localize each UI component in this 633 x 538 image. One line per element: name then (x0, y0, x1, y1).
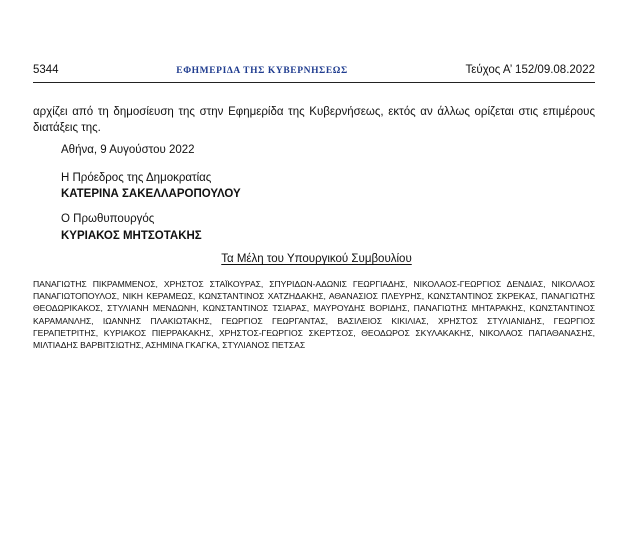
body-paragraph: αρχίζει από τη δημοσίευση της στην Εφημερίδα της Κυβερνήσεως, εκτός αν άλλως ορίζεται στις επιμέρους διατάξεις της. (33, 106, 595, 134)
prime-minister-title: Ο Πρωθυπουργός (61, 213, 155, 225)
prime-minister-name: ΚΥΡΙΑΚΟΣ ΜΗΤΣΟΤΑΚΗΣ (61, 230, 202, 242)
cabinet-members-list: ΠΑΝΑΓΙΩΤΗΣ ΠΙΚΡΑΜΜΕΝΟΣ, ΧΡΗΣΤΟΣ ΣΤΑΪΚΟΥΡΑΣ, ΣΠΥΡΙΔΩΝ-ΑΔΩΝΙΣ ΓΕΩΡΓΙΑΔΗΣ, ΝΙΚΟΛΑΟΣ-ΓΕΩΡΓΙΟΣ ΔΕΝΔΙΑΣ, ΝΙΚΟΛΑΟΣ ΠΑΝΑΓΙΩΤΟΠΟΥΛΟΣ, ΝΙΚΗ ΚΕΡΑΜΕΩΣ, ΚΩΝΣΤΑΝΤΙΝΟΣ ΧΑΤΖΗΔΑΚΗΣ, ΑΘΑΝΑΣΙΟΣ ΠΛΕΥΡΗΣ, ΚΩΝΣΤΑΝΤΙΝΟΣ ΣΚΡΕΚΑΣ, ΠΑΝΑΓΙΩΤΗΣ ΘΕΟΔΩΡΙΚΑΚΟΣ, ΣΤΥΛΙΑΝΗ ΜΕΝΔΩΝΗ, ΚΩΝΣΤΑΝΤΙΝΟΣ ΤΣΙΑΡΑΣ, ΜΑΥΡΟΥΔΗΣ ΒΟΡΙΔΗΣ, ΠΑΝΑΓΙΩΤΗΣ ΜΗΤΑΡΑΚΗΣ, ΚΩΝΣΤΑΝΤΙΝΟΣ ΚΑΡΑΜΑΝΛΗΣ, ΙΩΑΝΝΗΣ ΠΛΑΚΙΩΤΑΚΗΣ, ΓΕΩΡΓΙΟΣ ΓΕΩΡΓΑΝΤΑΣ, ΒΑΣΙΛΕΙΟΣ ΚΙΚΙΛΙΑΣ, ΧΡΗΣΤΟΣ ΣΤΥΛΙΑΝΙΔΗΣ, ΓΕΩΡΓΙΟΣ ΓΕΡΑΠΕΤΡΙΤΗΣ, ΚΥΡΙΑΚΟΣ ΠΙΕΡΡΑΚΑΚΗΣ, ΧΡΗΣΤΟΣ-ΓΕΩΡΓΙΟΣ ΣΚΕΡΤΣΟΣ, ΘΕΟΔΩΡΟΣ ΣΚΥΛΑΚΑΚΗΣ, ΝΙΚΟΛΑΟΣ ΠΑΠΑΘΑΝΑΣΗΣ, ΜΙΛΤΙΑΔΗΣ ΒΑΡΒΙΤΣΙΩΤΗΣ, ΑΣΗΜΙΝΑ ΓΚΑΓΚΑ, ΣΤΥΛΙΑΝΟΣ ΠΕΤΣΑΣ (33, 279, 595, 351)
page-header (33, 64, 595, 82)
journal-title: ΕΦΗΜΕΡΙΔΑ ΤΗΣ ΚΥΒΕΡΝΗΣΕΩΣ (176, 66, 348, 76)
issue-reference: Τεύχος Α’ 152/09.08.2022 (465, 64, 595, 76)
president-title: Η Πρόεδρος της Δημοκρατίας (61, 172, 212, 184)
page-number: 5344 (33, 64, 59, 76)
president-name: ΚΑΤΕΡΙΝΑ ΣΑΚΕΛΛΑΡΟΠΟΥΛΟΥ (61, 188, 241, 200)
date-line: Αθήνα, 9 Αυγούστου 2022 (61, 144, 195, 156)
cabinet-members-heading-text: Τα Μέλη του Υπουργικού Συμβουλίου (221, 253, 412, 265)
header-rule (33, 82, 595, 83)
cabinet-members-heading (0, 253, 633, 265)
